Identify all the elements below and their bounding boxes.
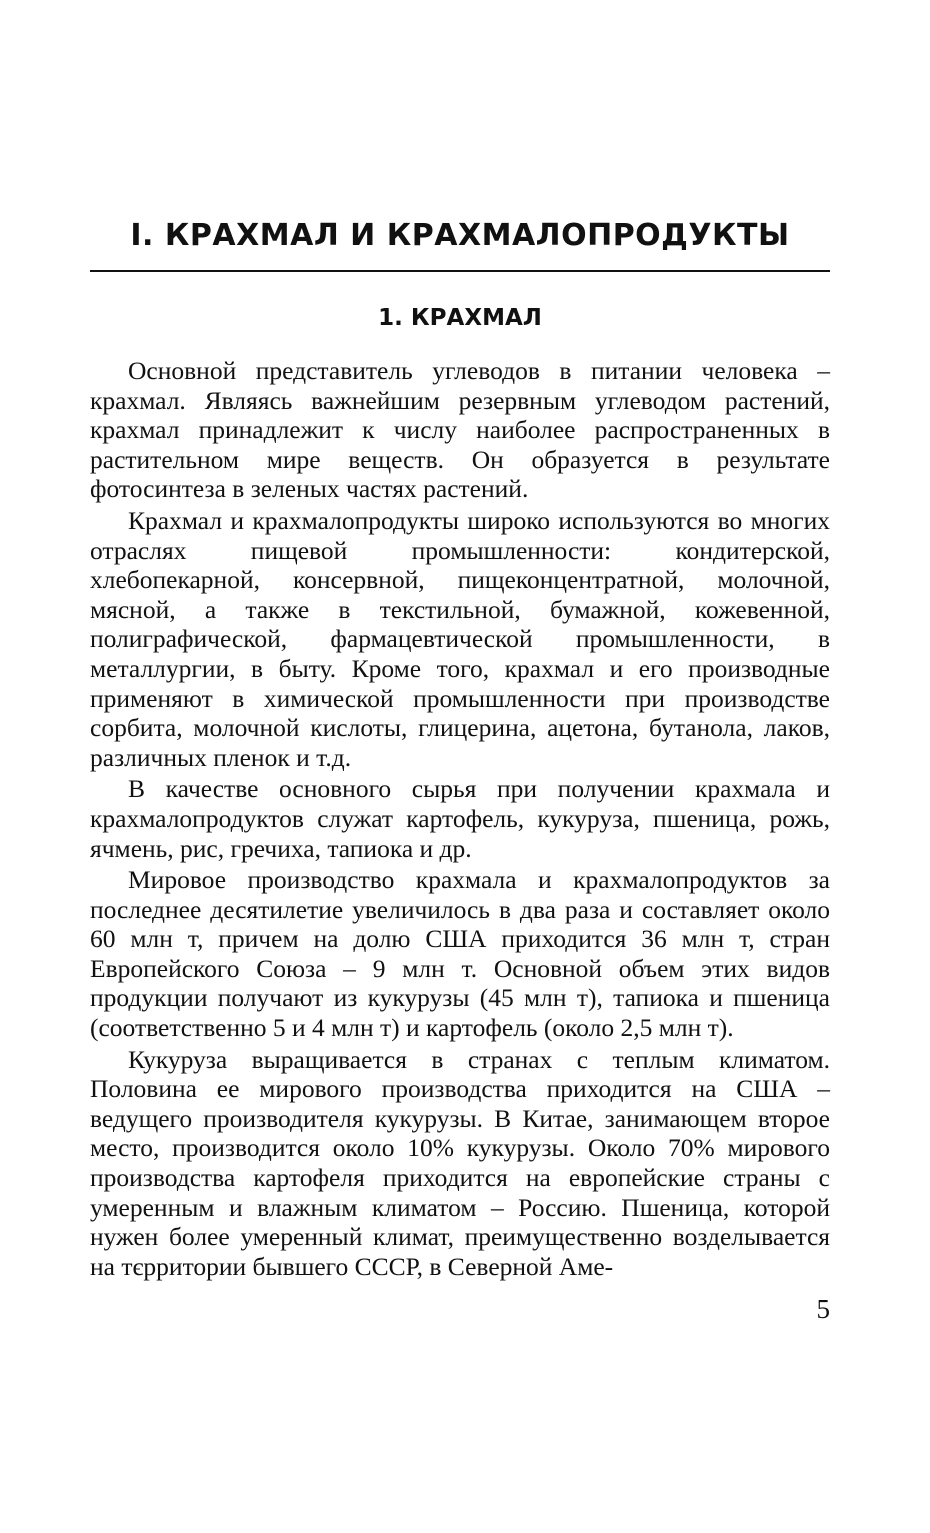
section-title: 1. КРАХМАЛ — [378, 305, 542, 331]
paragraph: Кукуруза выращивается в странах с теплым климатом. Половина ее мирового производства приходится на США – ведущего производителя кукурузы. В Китае, занимающем второе место, производится около 10% кукурузы. Около 70% мирового производства картофеля приходится на европейские страны с умеренным и влажным климатом – Россию. Пшеница, которой нужен более умеренный климат, преимущественно возделывается на тєрритории бывшего СССР, в Северной Аме- — [90, 1044, 830, 1281]
paragraph: В качестве основного сырья при получении крахмала и крахмалопродуктов служат картофель, кукуруза, пшеница, рожь, ячмень, рис, гречиха, тапиока и др. — [90, 774, 830, 863]
title-divider — [90, 270, 830, 272]
chapter-title: I. КРАХМАЛ И КРАХМАЛОПРОДУКТЫ — [130, 218, 790, 253]
paragraph: Основной представитель углеводов в питании человека – крахмал. Являясь важнейшим резервным углеводом растений, крахмал принадлежит к числу наиболее распространенных в растительном мире веществ. Он образуется в результате фотосинтеза в зеленых частях растений. — [90, 356, 830, 504]
paragraph: Мировое производство крахмала и крахмалопродуктов за последнее десятилетие увеличилось в два раза и составляет около 60 млн т, причем на долю США приходится 36 млн т, стран Европейского Союза – 9 млн т. Основной объем этих видов продукции получают из кукурузы (45 млн т), тапиока и пшеница (соответственно 5 и 4 млн т) и картофель (около 2,5 млн т). — [90, 865, 830, 1043]
paragraph: Крахмал и крахмалопродукты широко используются во многих отраслях пищевой промышленности: кондитерской, хлебопекарной, консервной, пищеконцентратной, молочной, мясной, а также в текстильной, бумажной, кожевенной, полиграфической, фармацевтической промышленности, в металлургии, в быту. Кроме того, крахмал и его производные применяют в химической промышленности при производстве сорбита, молочной кислоты, глицерина, ацетона, бутанола, лаков, различных пленок и т.д. — [90, 505, 830, 772]
body-text — [90, 356, 830, 1283]
page-number: 5 — [816, 1294, 830, 1324]
